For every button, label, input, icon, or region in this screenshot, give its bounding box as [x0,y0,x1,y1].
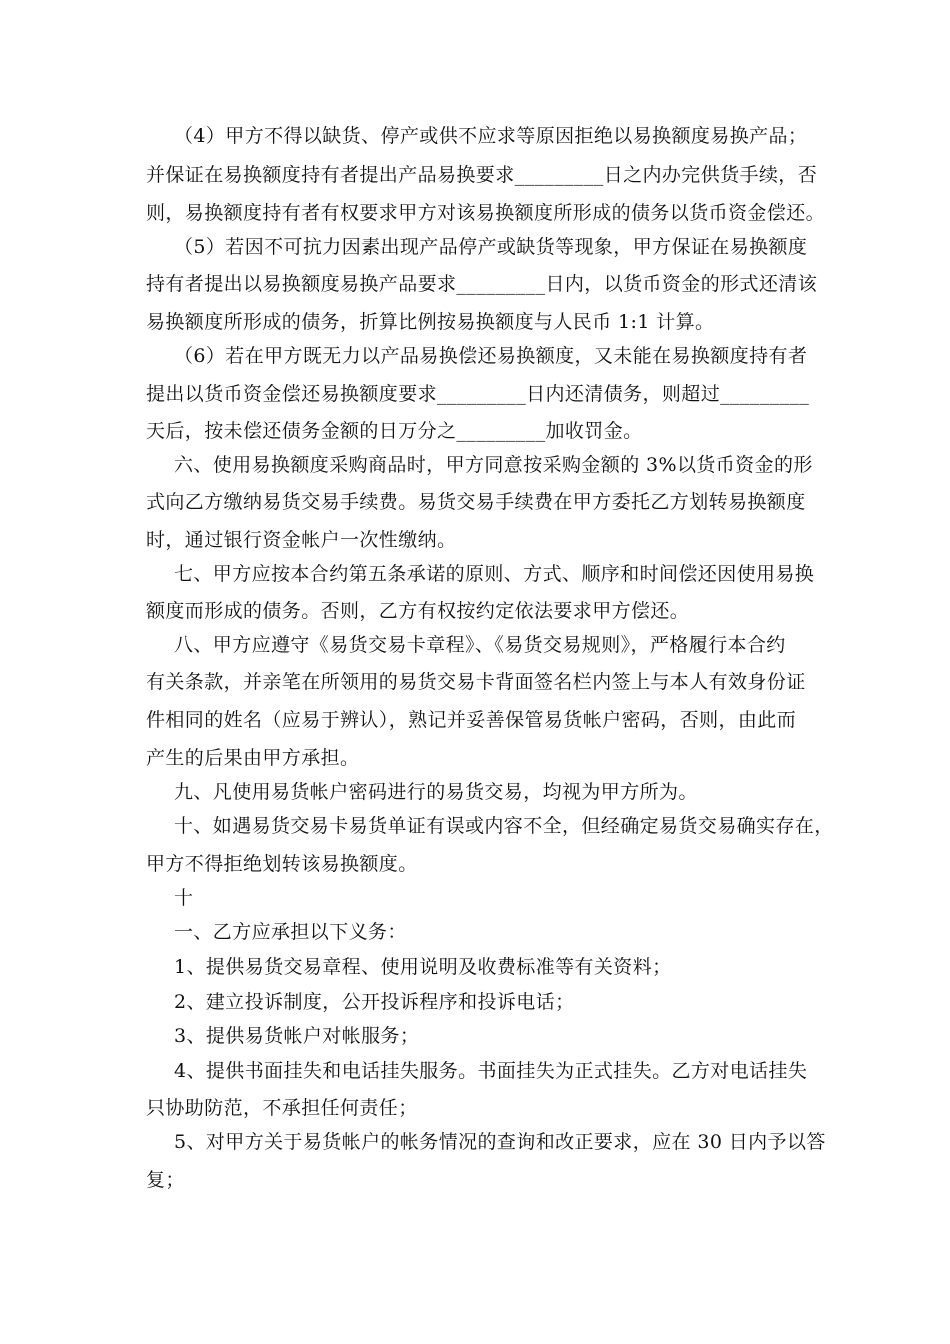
text-line: （4）甲方不得以缺货、停产或供不应求等原因拒绝以易换额度易换产品； [174,125,808,147]
text-line: 5、对甲方关于易货帐户的帐务情况的查询和改正要求，应在 30 日内予以答 [174,1131,826,1153]
text-line: 九、凡使用易货帐户密码进行的易货交易，均视为甲方所为。 [174,781,698,803]
text-line: 只协助防范，不承担任何责任； [146,1097,418,1119]
text-line: 件相同的姓名（应易于辨认），熟记并妥善保管易货帐户密码，否则，由此而 [146,709,797,731]
text-line: 式向乙方缴纳易货交易手续费。易货交易手续费在甲方委托乙方划转易换额度 [146,491,806,513]
text-line: 一、乙方应承担以下义务： [174,921,407,943]
text-line: 并保证在易换额度持有者提出产品易换要求_________日之内办完供货手续，否 [146,164,818,186]
text-line: 则，易换额度持有者有权要求甲方对该易换额度所形成的债务以货币资金偿还。 [146,202,826,224]
text-line: 复； [146,1169,185,1191]
text-line: 甲方不得拒绝划转该易换额度。 [146,853,418,875]
text-line: 持有者提出以易换额度易换产品要求_________日内，以货币资金的形式还清该 [146,273,818,295]
text-line: 2、建立投诉制度，公开投诉程序和投诉电话； [174,991,575,1013]
text-line: （6）若在甲方既无力以产品易换偿还易换额度，又未能在易换额度持有者 [174,345,808,367]
text-line: 七、甲方应按本合约第五条承诺的原则、方式、顺序和时间偿还因使用易换 [174,563,815,585]
text-line: 时，通过银行资金帐户一次性缴纳。 [146,529,457,551]
text-line: 八、甲方应遵守《易货交易卡章程》、《易货交易规则》，严格履行本合约 [174,634,786,656]
text-line: 十、如遇易货交易卡易货单证有误或内容不全，但经确定易货交易确实存在， [174,815,834,837]
text-line: （5）若因不可抗力因素出现产品停产或缺货等现象，甲方保证在易换额度 [174,236,808,258]
text-line: 天后，按未偿还债务金额的日万分之_________加收罚金。 [146,420,643,442]
text-line: 1、提供易货交易章程、使用说明及收费标准等有关资料； [174,956,672,978]
text-line: 3、提供易货帐户对帐服务； [174,1025,420,1047]
text-line: 易换额度所形成的债务，折算比例按易换额度与人民币 1:1 计算。 [146,311,715,333]
text-line: 六、使用易换额度采购商品时，甲方同意按采购金额的 3%以货币资金的形 [174,454,813,476]
text-line: 额度而形成的债务。否则，乙方有权按约定依法要求甲方偿还。 [146,600,690,622]
text-line: 提出以货币资金偿还易换额度要求_________日内还清债务，则超过_________ [146,383,810,405]
text-line: 有关条款，并亲笔在所领用的易货交易卡背面签名栏内签上与本人有效身份证 [146,671,806,693]
text-line: 十 [174,887,194,909]
text-line: 4、提供书面挂失和电话挂失服务。书面挂失为正式挂失。乙方对电话挂失 [174,1060,808,1082]
text-line: 产生的后果由甲方承担。 [146,747,360,769]
